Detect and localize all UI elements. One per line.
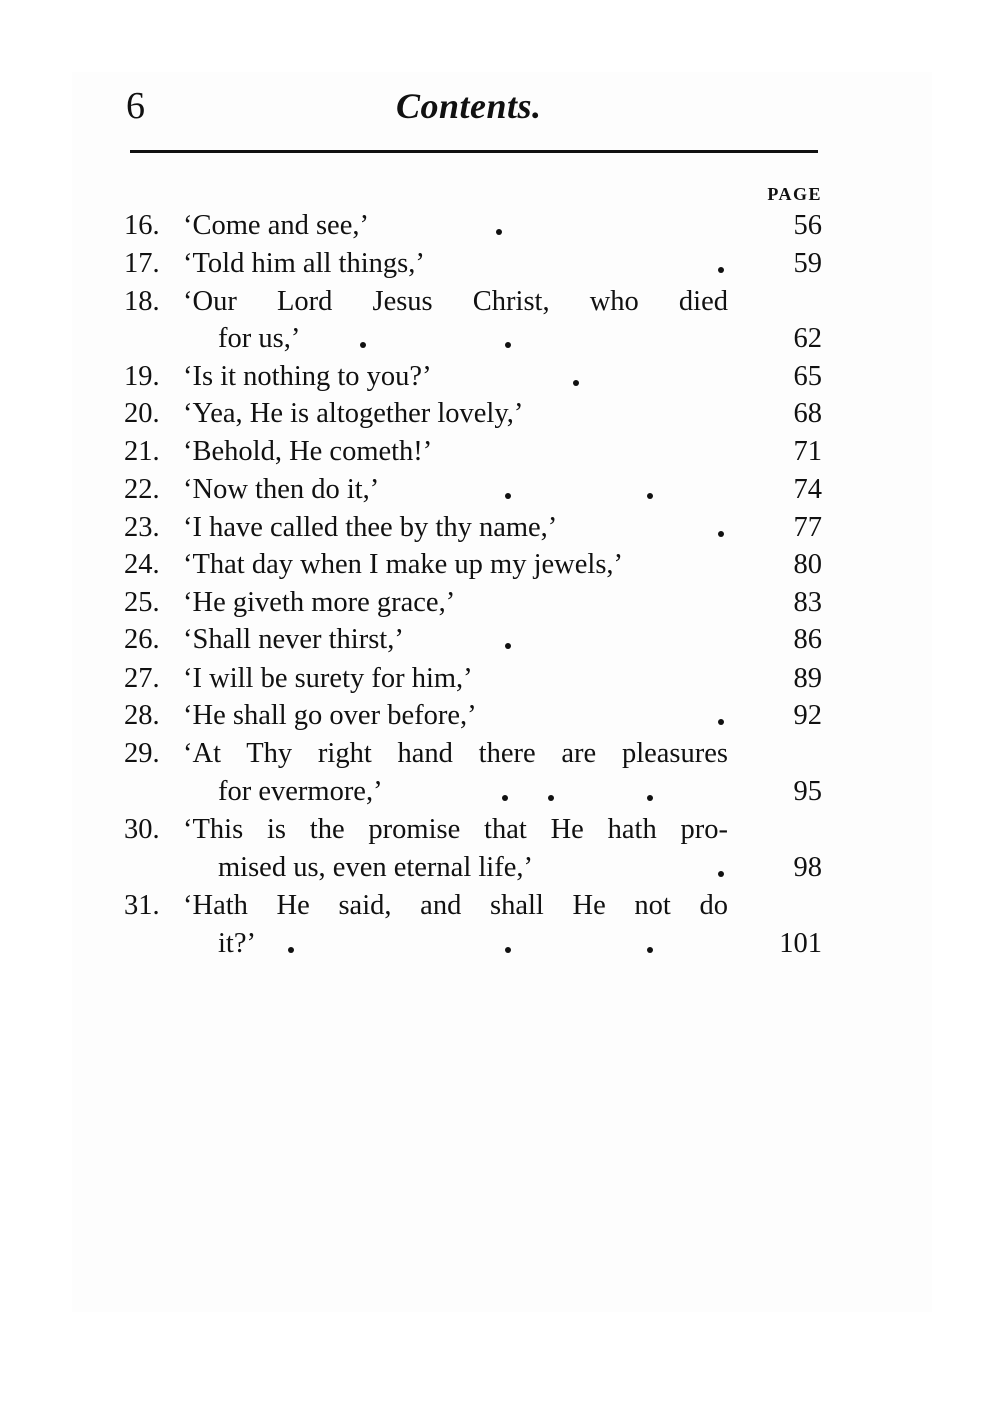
entry-title: ‘Told him all things,’: [183, 248, 425, 279]
entry-number: 18.: [124, 286, 160, 317]
entry-number: 22.: [124, 474, 160, 505]
entry-page: 98: [793, 852, 822, 883]
contents-entry[interactable]: [0, 207, 1000, 245]
entry-number: 16.: [124, 210, 160, 241]
entry-number: 28.: [124, 700, 160, 731]
contents-entry[interactable]: [0, 245, 1000, 283]
leader-dot: [288, 947, 294, 953]
entry-title: ‘That day when I make up my jewels,’: [183, 549, 624, 580]
entry-number: 30.: [124, 814, 160, 845]
leader-dot: [647, 947, 653, 953]
entry-page: 65: [793, 361, 822, 392]
entry-title-line1: ‘At Thy right hand there are pleasures: [183, 738, 728, 769]
entry-number: 27.: [124, 663, 160, 694]
contents-entry-continuation[interactable]: [0, 925, 1000, 963]
leader-dot: [647, 795, 653, 801]
entry-number: 26.: [124, 624, 160, 655]
contents-entry-continuation[interactable]: [0, 320, 1000, 358]
entry-page: 92: [793, 700, 822, 731]
entry-page: 86: [793, 624, 822, 655]
contents-entry[interactable]: [0, 660, 1000, 698]
entry-title-line2: mised us, even eternal life,’: [218, 852, 533, 883]
entry-page: 95: [793, 776, 822, 807]
entry-title: ‘Come and see,’: [183, 210, 369, 241]
leader-dot: [548, 795, 554, 801]
entry-title: ‘I have called thee by thy name,’: [183, 512, 558, 543]
entry-number: 20.: [124, 398, 160, 429]
entry-title: ‘Behold, He cometh!’: [183, 436, 433, 467]
entry-number: 29.: [124, 738, 160, 769]
entry-title-line1: ‘Hath He said, and shall He not do: [183, 890, 728, 921]
entry-page: 59: [793, 248, 822, 279]
entry-title: ‘He giveth more grace,’: [183, 587, 456, 618]
page-number: 6: [126, 85, 145, 127]
contents-entry[interactable]: [0, 621, 1000, 659]
contents-entry[interactable]: [0, 887, 1000, 925]
entry-title: ‘He shall go over before,’: [183, 700, 477, 731]
entry-number: 31.: [124, 890, 160, 921]
entry-number: 21.: [124, 436, 160, 467]
leader-dot: [505, 643, 511, 649]
contents-entry[interactable]: [0, 546, 1000, 584]
contents-entry[interactable]: [0, 697, 1000, 735]
entry-title-line2: for us,’: [218, 323, 301, 354]
contents-entry[interactable]: [0, 283, 1000, 321]
entry-page: 68: [793, 398, 822, 429]
contents-entry[interactable]: [0, 395, 1000, 433]
entry-title: ‘Is it nothing to you?’: [183, 361, 432, 392]
leader-dot: [573, 380, 579, 386]
entry-page: 56: [793, 210, 822, 241]
entry-title: ‘I will be surety for him,’: [183, 663, 473, 694]
contents-entry[interactable]: [0, 358, 1000, 396]
leader-dot: [502, 795, 508, 801]
contents-entry-continuation[interactable]: [0, 773, 1000, 811]
entry-page: 71: [793, 436, 822, 467]
entry-title: ‘Now then do it,’: [183, 474, 380, 505]
entry-title: ‘Shall never thirst,’: [183, 624, 404, 655]
entry-page: 80: [793, 549, 822, 580]
entry-number: 17.: [124, 248, 160, 279]
entry-page: 101: [779, 928, 822, 959]
leader-dot: [496, 229, 502, 235]
leader-dot: [718, 531, 724, 537]
leader-dot: [505, 342, 511, 348]
contents-entry-continuation[interactable]: [0, 849, 1000, 887]
entry-page: 77: [793, 512, 822, 543]
entry-number: 25.: [124, 587, 160, 618]
leader-dot: [718, 871, 724, 877]
leader-dot: [505, 493, 511, 499]
leader-dot: [718, 719, 724, 725]
leader-dot: [718, 267, 724, 273]
entry-title-line1: ‘Our Lord Jesus Christ, who died: [183, 286, 728, 317]
entry-title-line2: it?’: [218, 928, 256, 959]
entry-title: ‘Yea, He is altogether lovely,’: [183, 398, 524, 429]
entry-number: 23.: [124, 512, 160, 543]
entry-page: 62: [793, 323, 822, 354]
contents-entry[interactable]: [0, 471, 1000, 509]
leader-dot: [647, 493, 653, 499]
contents-entry[interactable]: [0, 584, 1000, 622]
entry-page: 83: [793, 587, 822, 618]
contents-entry[interactable]: [0, 433, 1000, 471]
leader-dot: [505, 947, 511, 953]
entry-number: 19.: [124, 361, 160, 392]
entry-number: 24.: [124, 549, 160, 580]
entry-page: 89: [793, 663, 822, 694]
contents-entry[interactable]: [0, 735, 1000, 773]
entry-title-line1: ‘This is the promise that He hath pro-: [183, 814, 728, 845]
contents-entry[interactable]: [0, 509, 1000, 547]
running-head: Contents.: [396, 86, 542, 126]
entry-title-line2: for evermore,’: [218, 776, 383, 807]
contents-entry[interactable]: [0, 811, 1000, 849]
leader-dot: [360, 342, 366, 348]
page-column-label: PAGE: [767, 184, 822, 204]
entry-page: 74: [793, 474, 822, 505]
